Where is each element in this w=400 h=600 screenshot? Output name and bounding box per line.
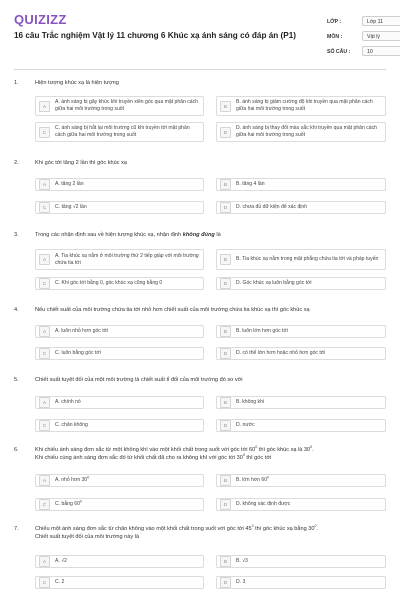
option-letter: C: [39, 278, 50, 289]
option-text: D. nước: [236, 422, 255, 429]
question-text-part: .: [316, 526, 319, 532]
degree-mark: 0: [251, 524, 254, 529]
option-text: C. tăng √2 lần: [55, 204, 87, 211]
option-text: A. tăng 2 lần: [55, 181, 84, 188]
option-text: B. Tia khúc xạ nằm trong mặt phẳng chứa tia tới và pháp tuyến: [236, 256, 379, 263]
question-text: [35, 526, 380, 541]
option-a[interactable]: [35, 555, 204, 568]
option-a[interactable]: [35, 396, 204, 409]
question-text: Khi góc tới tăng 2 lần thì góc khúc xạ: [35, 160, 127, 166]
question-line-1: [35, 447, 380, 455]
option-c[interactable]: [35, 347, 204, 360]
option-b[interactable]: [216, 178, 386, 191]
option-letter: B: [220, 475, 231, 486]
option-text: D. ánh sáng bị thay đổi màu sắc khi truyền qua mặt phân cách giữa hai môi trường trong suốt: [236, 125, 378, 138]
question-text-part: là: [214, 232, 221, 238]
option-text: C. 2: [55, 579, 65, 586]
question-text-part: .: [312, 447, 314, 453]
option-text-part: C. bằng 60: [55, 501, 80, 508]
option-letter: B: [220, 254, 231, 265]
question-number: 4.: [14, 307, 19, 313]
option-text: [55, 501, 86, 508]
question-number: 2.: [14, 160, 19, 166]
option-text: D. Góc khúc xạ luôn bằng góc tới: [236, 280, 312, 287]
option-letter: B: [220, 397, 231, 408]
option-text-part: B. lớn hơn 60: [236, 477, 268, 484]
option-text: B. √3: [236, 558, 248, 565]
question-text: Chiết suất tuyệt đối của một môi trường là chiết suất tỉ đối của môi trường đó so với: [35, 377, 243, 383]
option-d[interactable]: [216, 201, 386, 214]
option-letter: D: [220, 202, 231, 213]
option-text: A. Tia khúc xạ nằm ở môi trường thứ 2 tiếp giáp với môi trường chứa tia tới: [55, 252, 199, 266]
degree-mark: 0: [79, 499, 82, 504]
option-c[interactable]: [35, 122, 204, 142]
question-number: 5.: [14, 377, 19, 383]
option-text: B. tăng 4 lần: [236, 181, 265, 188]
question-text-part: Khi chiếu cùng ánh sáng đơn sắc đó từ khối chất đã cho ra không khí với góc tới 30: [35, 454, 243, 461]
option-letter: D: [220, 278, 231, 289]
question-number: 7.: [14, 526, 19, 532]
option-d[interactable]: [216, 419, 386, 432]
question-text-part: Chiếu một ánh sáng đơn sắc từ chân không vào một khối chất trong suốt với góc tới 45: [35, 526, 252, 532]
question-text-part: thì góc khúc xạ là 30: [257, 447, 311, 453]
option-letter: C: [39, 202, 50, 213]
question-number: 6.: [14, 447, 19, 453]
option-c[interactable]: [35, 498, 204, 511]
option-letter: B: [220, 101, 231, 112]
option-text: B. không khí: [236, 399, 265, 406]
option-letter: C: [39, 127, 50, 138]
question-text-part: thì góc khúc xạ bằng 30: [253, 526, 315, 532]
option-letter: B: [220, 179, 231, 190]
option-text: C. chân không: [55, 422, 88, 429]
option-letter: A: [39, 179, 50, 190]
meta-label: MÔN :: [327, 34, 343, 40]
option-text: D. có thể lớn hơn hoặc nhỏ hơn góc tới: [236, 350, 326, 357]
option-c[interactable]: [35, 277, 204, 290]
option-letter: D: [220, 499, 231, 510]
question-text: [35, 447, 380, 462]
degree-mark: 0: [242, 452, 245, 457]
option-letter: B: [220, 556, 231, 567]
option-letter: A: [39, 326, 50, 337]
option-text: A. ánh sáng bị gãy khúc khi truyền xiên góc qua mặt phân cách giữa hai môi trường trong suốt: [55, 99, 198, 112]
option-text: A. chính nó: [55, 399, 81, 406]
option-letter: A: [39, 556, 50, 567]
option-text: C. ánh sáng bị hắt lại môi trường cũ khi truyền tới mặt phân cách giữa hai môi trường trong suốt: [55, 125, 190, 138]
question-text: Nếu chiết suất của môi trường chứa tia tới nhỏ hơn chiết suất của môi trường chứa tia khúc xạ thì góc khúc xạ: [35, 307, 310, 313]
option-b[interactable]: [216, 249, 386, 270]
option-b[interactable]: [216, 555, 386, 568]
meta-value-field: 10: [362, 46, 400, 56]
option-d[interactable]: [216, 498, 386, 511]
option-text: [236, 477, 273, 484]
option-a[interactable]: [35, 96, 204, 116]
option-text: C. Khi góc tới bằng 0, góc khúc xạ cũng bằng 0: [55, 280, 163, 287]
option-text: B. ánh sáng bị giảm cường độ khi truyền qua mặt phân cách giữa hai môi trường trong suốt: [236, 99, 373, 112]
question-line-2: [35, 452, 380, 463]
option-c[interactable]: [35, 419, 204, 432]
question-text: Hiện tượng khúc xạ là hiện tượng: [35, 80, 119, 86]
question-number: 1.: [14, 80, 19, 86]
option-text: D. 3: [236, 579, 246, 586]
meta-label: LỚP :: [327, 19, 342, 25]
question-text-part: Trong các nhận định sau về hiện tượng khúc xạ, nhận định: [35, 232, 183, 238]
option-d[interactable]: [216, 122, 386, 142]
question-text-part: thì góc tới: [244, 454, 272, 461]
option-c[interactable]: [35, 576, 204, 589]
option-b[interactable]: [216, 396, 386, 409]
option-text: C. luôn bằng góc tới: [55, 350, 101, 357]
degree-mark: 0: [255, 445, 258, 450]
option-text: D. không xác định được: [236, 501, 291, 508]
header: [0, 0, 400, 70]
meta-value-field: Vật lý: [362, 31, 400, 41]
option-letter: A: [39, 254, 50, 265]
degree-mark: 0: [87, 475, 90, 480]
option-text: D. chưa đủ dữ kiện để xác định: [236, 204, 308, 211]
question-emphasis: không đúng: [182, 232, 215, 238]
header-divider: [14, 69, 386, 70]
question-line-1: [35, 526, 380, 534]
document-title: 16 câu Trắc nghiệm Vật lý 11 chương 6 Khúc xạ ánh sáng có đáp án (P1): [14, 31, 297, 40]
degree-mark: 0: [314, 524, 317, 529]
option-letter: A: [39, 101, 50, 112]
option-letter: A: [39, 475, 50, 486]
question-number: 3.: [14, 232, 19, 238]
option-d[interactable]: [216, 576, 386, 589]
option-c[interactable]: [35, 201, 204, 214]
question-text-part: Khi chiếu ánh sáng đơn sắc từ một không khí vào một khối chất trong suốt với góc tới 60: [35, 447, 256, 453]
option-letter: A: [39, 397, 50, 408]
option-b[interactable]: [216, 474, 386, 487]
option-text: [55, 477, 93, 484]
meta-label: SỐ CÂU :: [327, 49, 351, 55]
option-text: A. luôn nhỏ hơn góc tới: [55, 328, 109, 335]
option-letter: D: [220, 577, 231, 588]
question-text: [35, 232, 380, 240]
option-b[interactable]: [216, 325, 386, 338]
option-letter: C: [39, 420, 50, 431]
option-text: B. luôn lớn hơn góc tới: [236, 328, 288, 335]
option-letter: C: [39, 348, 50, 359]
degree-mark: 0: [267, 475, 270, 480]
option-text: A. √2: [55, 558, 67, 565]
meta-value-field: Lớp 11: [362, 16, 400, 26]
question-line-2: Chiết suất tuyệt đối của môi trường này là: [35, 533, 140, 540]
option-a[interactable]: [35, 178, 204, 191]
degree-mark: 0: [310, 445, 313, 450]
quizizz-logo: QUIZIZZ: [14, 12, 67, 27]
option-letter: D: [220, 420, 231, 431]
option-d[interactable]: [216, 347, 386, 360]
option-d[interactable]: [216, 277, 386, 290]
option-letter: C: [39, 577, 50, 588]
option-text-part: A. nhỏ hơn 30: [55, 477, 88, 484]
option-a[interactable]: [35, 474, 204, 487]
option-letter: D: [220, 127, 231, 138]
option-a[interactable]: [35, 249, 204, 270]
option-b[interactable]: [216, 96, 386, 116]
option-letter: D: [220, 348, 231, 359]
option-letter: B: [220, 326, 231, 337]
option-a[interactable]: [35, 325, 204, 338]
option-letter: C: [39, 499, 50, 510]
